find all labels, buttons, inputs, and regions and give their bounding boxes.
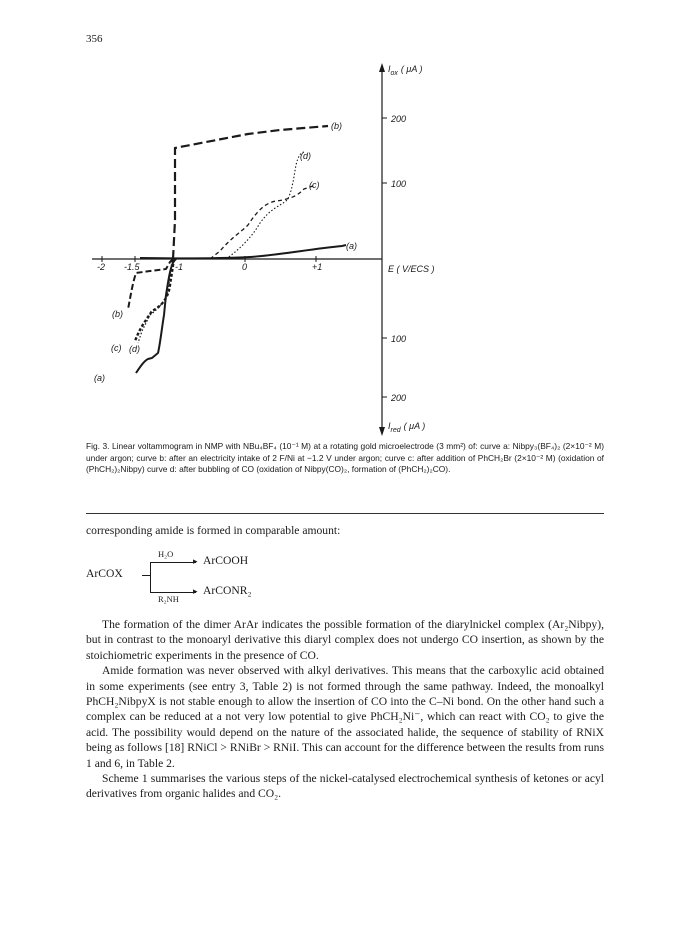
x-axis-title: E ( V/ECS ) — [388, 264, 435, 274]
curve-label-d: (d) — [300, 151, 311, 161]
curve-label-d: (d) — [129, 344, 140, 354]
figure-caption: Fig. 3. Linear voltammogram in NMP with NBu₄BF₄ (10⁻¹ M) at a rotating gold microelectrode (3 mm²) of: curve a: Nibpy₃(BF₄)₂ (2×10⁻² M) under argon; curve b: after an electricity intake of 2 F/Ni at −1.2 V under argon; curve c: after addition of PhCH₂Br (2×10⁻² M) (oxidation of (PhCH₂)₂Nibpy) curve d: after bubbling of CO (oxidation of Nibpy(CO)₂, formation of (PhCH₂)₂CO). — [86, 441, 604, 475]
curve-label-c: (c) — [309, 180, 320, 190]
curve-label-c: (c) — [111, 343, 122, 353]
y-tick-label: 200 — [391, 114, 407, 124]
x-tick-label: 0 — [242, 262, 248, 272]
reagent-bottom: R₂NH — [158, 594, 179, 604]
page-number: 356 — [86, 33, 103, 45]
x-tick-label: -1 — [175, 262, 184, 272]
reagent-top: H₂O — [158, 549, 174, 559]
curve-label-a: (a) — [346, 241, 357, 251]
reaction-scheme — [86, 545, 386, 607]
product-top: ArCOOH — [203, 554, 249, 567]
divider — [86, 513, 604, 514]
x-tick-label: -1.5 — [124, 262, 140, 272]
curve-a-oxidation — [140, 245, 346, 258]
arrow-up-icon — [379, 63, 385, 72]
curve-d-reduction — [138, 261, 172, 343]
lead-line: corresponding amide is formed in comparable amount: — [86, 524, 341, 537]
paragraph: Amide formation was never observed with alkyl derivatives. This means that the carboxylic acid obtained in some experiments (see entry 3, Table 2) is not formed through the same pathway. Indeed, the monoalkyl PhCH₂NibpyX is not stable enough to allow the insertion of CO into the C–Ni bond. On the other hand such a complex can be reduced at a not very low potential to give PhCH₂Ni⁻, which can react with CO₂ to give the acid. The possibility would depend on the nature of the associated halide, the sequence of stability of RNiX being as follows [18] RNiCl > RNiBr > RNiI. This can account for the difference between the results from runs 1 and 6, in Table 2. — [86, 664, 604, 770]
paragraph: The formation of the dimer ArAr indicates the possible formation of the diarylnickel complex (Ar₂Nibpy), but in contrast to the monoaryl derivative this diaryl complex does not undergo CO insertion, as shown by the stoichiometric experiments in the presence of CO. — [86, 618, 604, 662]
arrow-right-icon: ▸ — [193, 586, 198, 596]
y-tick-label: 100 — [391, 179, 407, 189]
curve-label-a: (a) — [94, 373, 105, 383]
reactant: ArCOX — [86, 567, 123, 580]
y-tick-label: 200 — [391, 393, 407, 403]
curve-label-b: (b) — [331, 121, 342, 131]
arrow-right-icon: ▸ — [193, 556, 198, 566]
curve-label-b: (b) — [112, 309, 123, 319]
y-axis-ox-title: $I_{ox}$ ( μA ) — [388, 64, 423, 77]
paragraph: Scheme 1 summarises the various steps of the nickel-catalysed electrochemical synthesis of ketones or acyl derivatives from organic halides and CO₂. — [86, 772, 604, 801]
curve-c-oxidation — [210, 185, 316, 259]
x-tick-label: -2 — [97, 262, 106, 272]
y-tick-label: 100 — [391, 334, 407, 344]
voltammogram-figure — [80, 55, 480, 440]
curve-b-oxidation — [173, 126, 328, 259]
y-axis-red-title: $I_{red}$ ( μA ) — [388, 421, 426, 434]
curve-d-oxidation — [226, 152, 304, 259]
product-bottom: ArCONR₂ — [203, 584, 252, 597]
arrow-down-icon — [379, 427, 385, 436]
body-paragraphs — [86, 617, 604, 802]
x-tick-label: +1 — [312, 262, 323, 272]
